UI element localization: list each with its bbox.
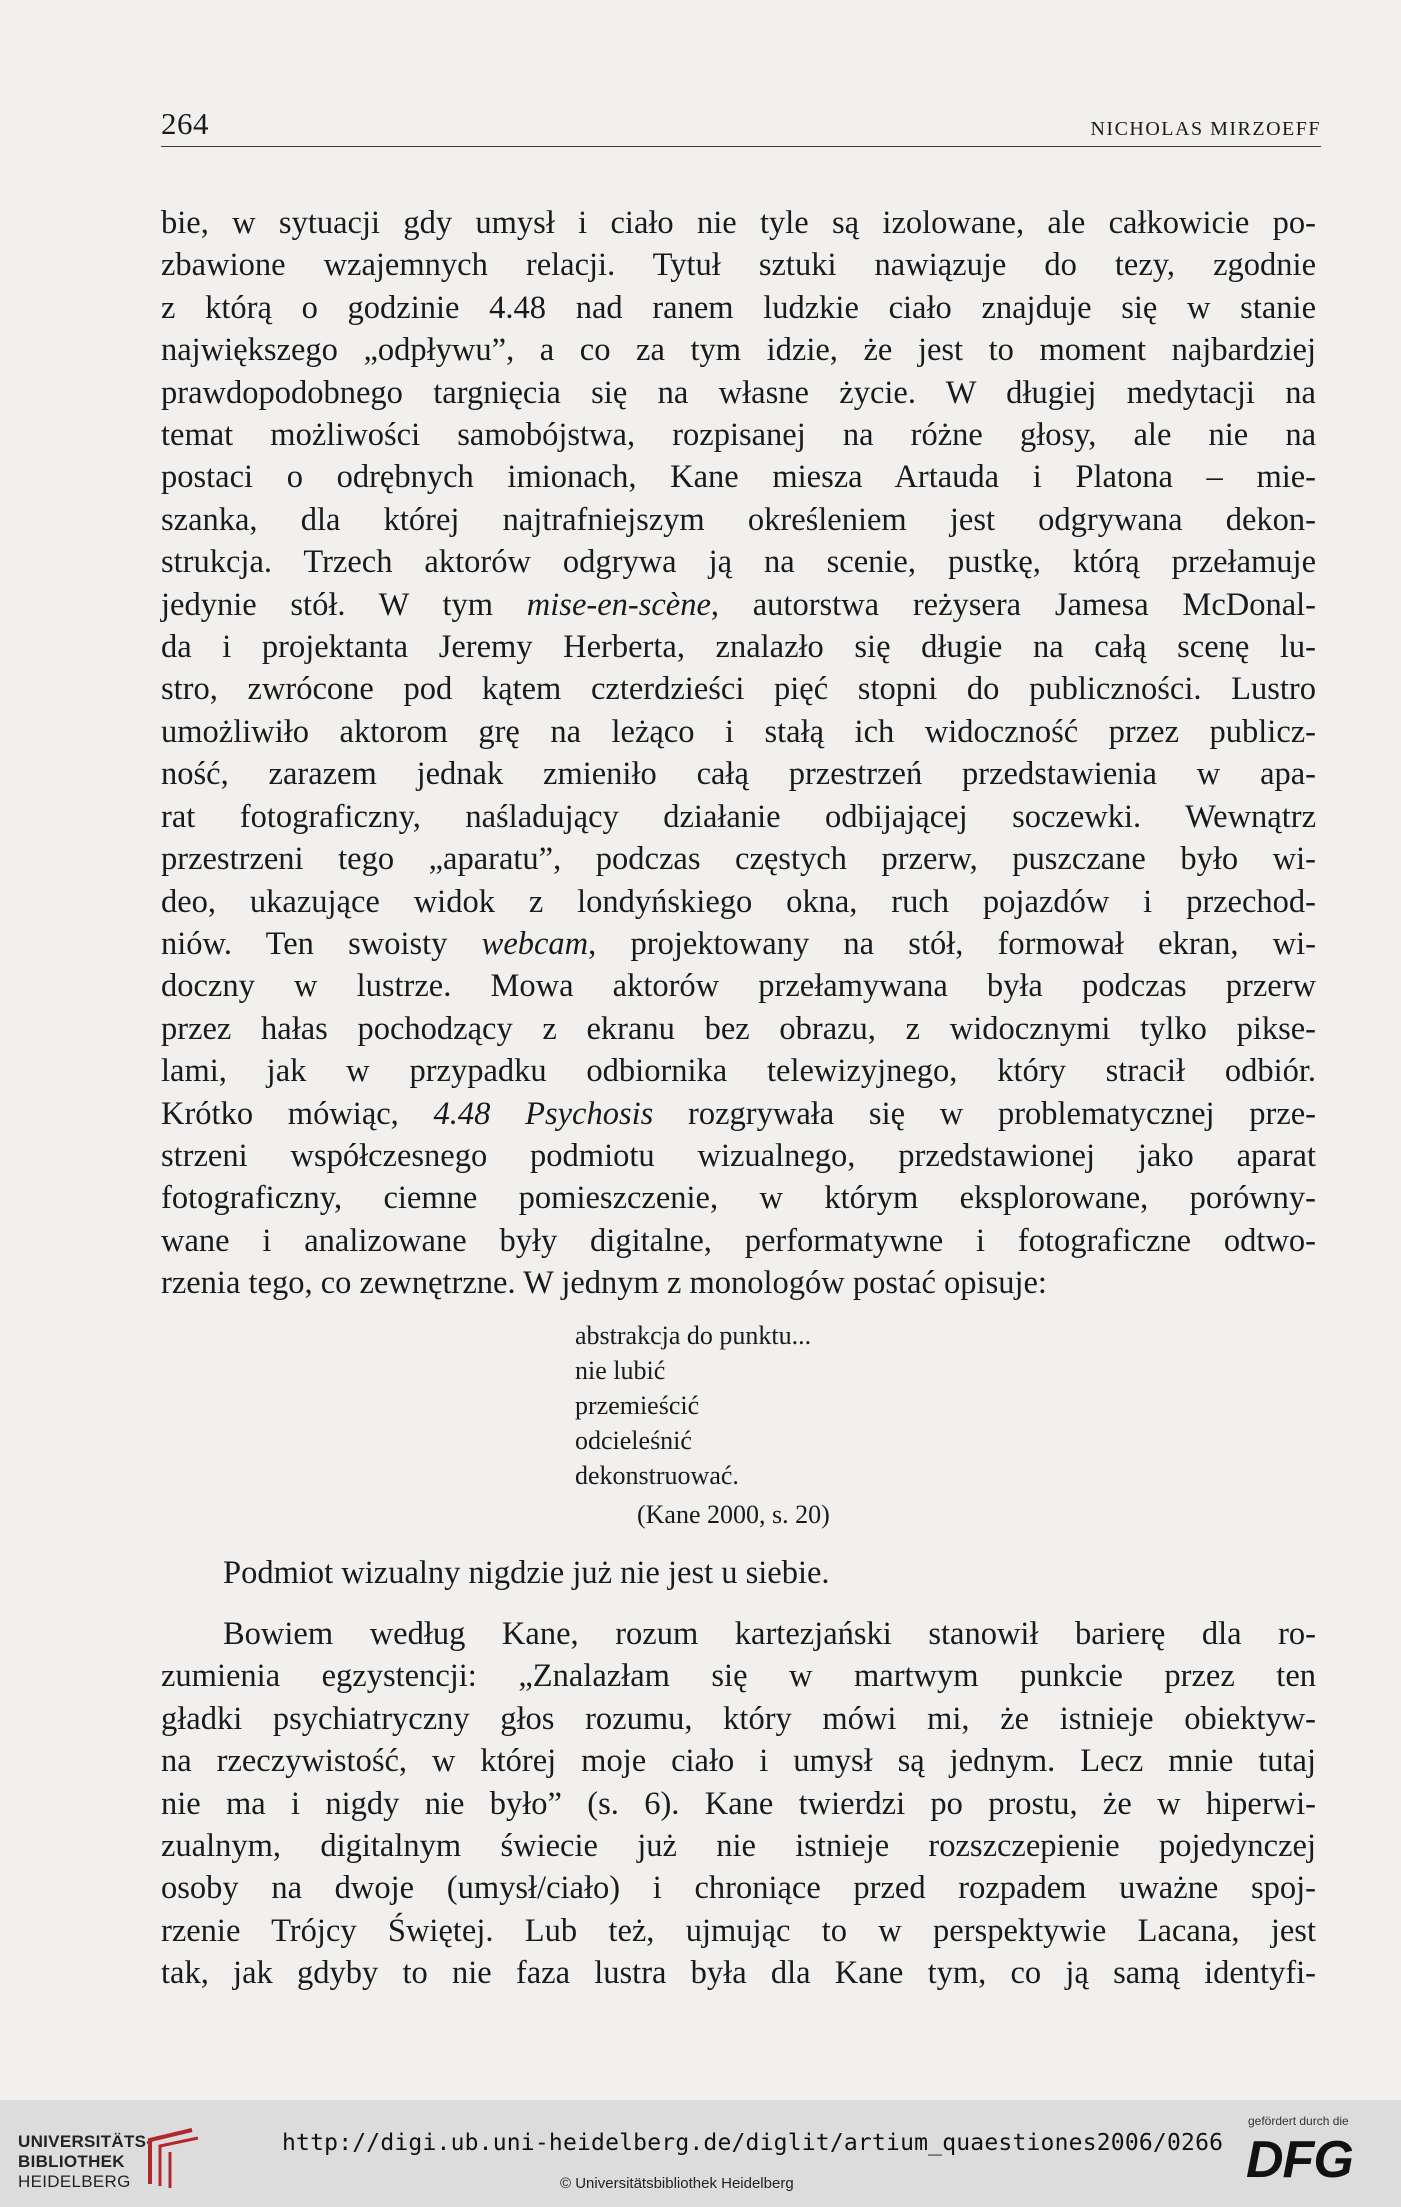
- text-line: [161, 923, 1316, 965]
- paragraph-3: [161, 1613, 1316, 1995]
- text-line: ność, zarazem jednak zmieniło całą przestrzeń przedstawienia w apa-: [161, 756, 1316, 793]
- funder-note: gefördert durch die: [1248, 2114, 1349, 2128]
- text-line: zbawione wzajemnych relacji. Tytuł sztuki nawiązuje do tezy, zgodnie: [161, 247, 1316, 284]
- text-line: umożliwiło aktorom grę na leżąco i stałą ich widoczność przez publicz-: [161, 713, 1316, 750]
- page-number: 264: [161, 106, 209, 141]
- library-name-line: HEIDELBERG: [18, 2172, 131, 2191]
- quote-line: nie lubić: [575, 1356, 666, 1385]
- text-line: bie, w sytuacji gdy umysł i ciało nie tyle są izolowane, ale całkowicie po-: [161, 205, 1316, 241]
- text-line: zualnym, digitalnym świecie już nie istnieje rozszczepienie pojedynczej: [161, 1828, 1316, 1865]
- quote-line: przemieścić: [575, 1391, 700, 1420]
- text-segment: , projektowany na stół, formował ekran, wi-: [588, 925, 1316, 962]
- library-name-line: UNIVERSITÄTS-: [18, 2132, 153, 2151]
- italic-term: mise-en-scène: [526, 586, 711, 623]
- text-line: prawdopodobnego targnięcia się na własne życie. W długiej medytacji na: [161, 374, 1316, 411]
- text-line: przestrzeni tego „aparatu”, podczas częstych przerw, puszczane było wi-: [161, 841, 1316, 878]
- dfg-logo: DFG: [1246, 2131, 1353, 2189]
- text-line: Podmiot wizualny nigdzie już nie jest u siebie.: [223, 1555, 830, 1591]
- permalink-url[interactable]: http://digi.ub.uni-heidelberg.de/diglit/artium_quaestiones2006/0266: [282, 2130, 1224, 2156]
- quote-line: odcieleśnić: [575, 1426, 692, 1455]
- text-segment: rozgrywała się w problematycznej prze-: [653, 1095, 1316, 1132]
- text-line: Bowiem według Kane, rozum kartezjański stanowił barierę dla ro-: [223, 1616, 1316, 1652]
- running-head: [161, 106, 1321, 147]
- university-mark-icon: [136, 2126, 206, 2190]
- copyright-notice: © Universitätsbibliothek Heidelberg: [560, 2175, 794, 2192]
- text-line: największego „odpływu”, a co za tym idzie, że jest to moment najbardziej: [161, 332, 1316, 369]
- library-logo[interactable]: [18, 2120, 248, 2192]
- text-line: [161, 584, 1316, 626]
- paragraph-2: [161, 1552, 1316, 1594]
- italic-title: 4.48 Psychosis: [433, 1095, 654, 1132]
- quote-line: abstrakcja do punktu...: [575, 1321, 812, 1350]
- quote-line: dekonstruować.: [575, 1461, 739, 1490]
- text-line: gładki psychiatryczny głos rozumu, który mówi mi, że istnieje obiektyw-: [161, 1700, 1316, 1737]
- text-segment: , autorstwa reżysera Jamesa McDonal-: [710, 586, 1316, 623]
- running-head-author: NICHOLAS MIRZOEFF: [1090, 118, 1321, 140]
- text-line: da i projektanta Jeremy Herberta, znalazło się długie na całą scenę lu-: [161, 629, 1316, 666]
- library-name-line: BIBLIOTHEK: [18, 2152, 125, 2171]
- text-line: z którą o godzinie 4.48 nad ranem ludzkie ciało znajduje się w stanie: [161, 289, 1316, 326]
- text-line: lami, jak w przypadku odbiornika telewizyjnego, który stracił odbiór.: [161, 1053, 1316, 1090]
- block-quote: [575, 1318, 811, 1493]
- text-line: strukcja. Trzech aktorów odgrywa ją na scenie, pustkę, którą przełamuje: [161, 544, 1316, 581]
- text-line: strzeni współczesnego podmiotu wizualnego, przedstawionej jako aparat: [161, 1137, 1316, 1174]
- text-line: wane i analizowane były digitalne, performatywne i fotograficzne odtwo-: [161, 1222, 1316, 1259]
- text-line: nie ma i nigdy nie było” (s. 6). Kane twierdzi po prostu, że w hiperwi-: [161, 1785, 1316, 1822]
- text-line: na rzeczywistość, w której moje ciało i umysł są jednym. Lecz mnie tutaj: [161, 1743, 1316, 1780]
- text-segment: niów. Ten swoisty: [161, 925, 482, 962]
- text-line: doczny w lustrze. Mowa aktorów przełamywana była podczas przerw: [161, 968, 1316, 1005]
- quote-citation: (Kane 2000, s. 20): [637, 1500, 830, 1529]
- text-line: deo, ukazujące widok z londyńskiego okna, ruch pojazdów i przechod-: [161, 883, 1316, 920]
- text-line: rzenia tego, co zewnętrzne. W jednym z monologów postać opisuje:: [161, 1265, 1047, 1302]
- text-line: temat możliwości samobójstwa, rozpisanej na różne głosy, ale nie na: [161, 417, 1316, 454]
- text-line: stro, zwrócone pod kątem czterdzieści pięć stopni do publiczności. Lustro: [161, 671, 1316, 708]
- text-segment: jedynie stół. W tym: [161, 586, 527, 623]
- text-line: zumienia egzystencji: „Znalazłam się w martwym punkcie przez ten: [161, 1658, 1316, 1695]
- text-line: rat fotograficzny, naśladujący działanie odbijającej soczewki. Wewnątrz: [161, 798, 1316, 835]
- paragraph-1: [161, 202, 1316, 1305]
- text-line: [161, 1093, 1316, 1135]
- text-line: tak, jak gdyby to nie faza lustra była dla Kane tym, co ją samą identyfi-: [161, 1955, 1316, 1992]
- text-line: rzenie Trójcy Świętej. Lub też, ujmując to w perspektywie Lacana, jest: [161, 1912, 1316, 1949]
- text-line: przez hałas pochodzący z ekranu bez obrazu, z widocznymi tylko pikse-: [161, 1010, 1316, 1047]
- italic-term: webcam: [481, 925, 589, 962]
- text-line: fotograficzny, ciemne pomieszczenie, w którym eksplorowane, porówny-: [161, 1180, 1316, 1217]
- text-line: postaci o odrębnych imionach, Kane miesza Artauda i Platona – mie-: [161, 459, 1316, 496]
- text-line: osoby na dwoje (umysł/ciało) i chroniące przed rozpadem uważne spoj-: [161, 1870, 1316, 1907]
- text-segment: Krótko mówiąc,: [161, 1095, 434, 1132]
- text-line: szanka, dla której najtrafniejszym określeniem jest odgrywana dekon-: [161, 501, 1316, 538]
